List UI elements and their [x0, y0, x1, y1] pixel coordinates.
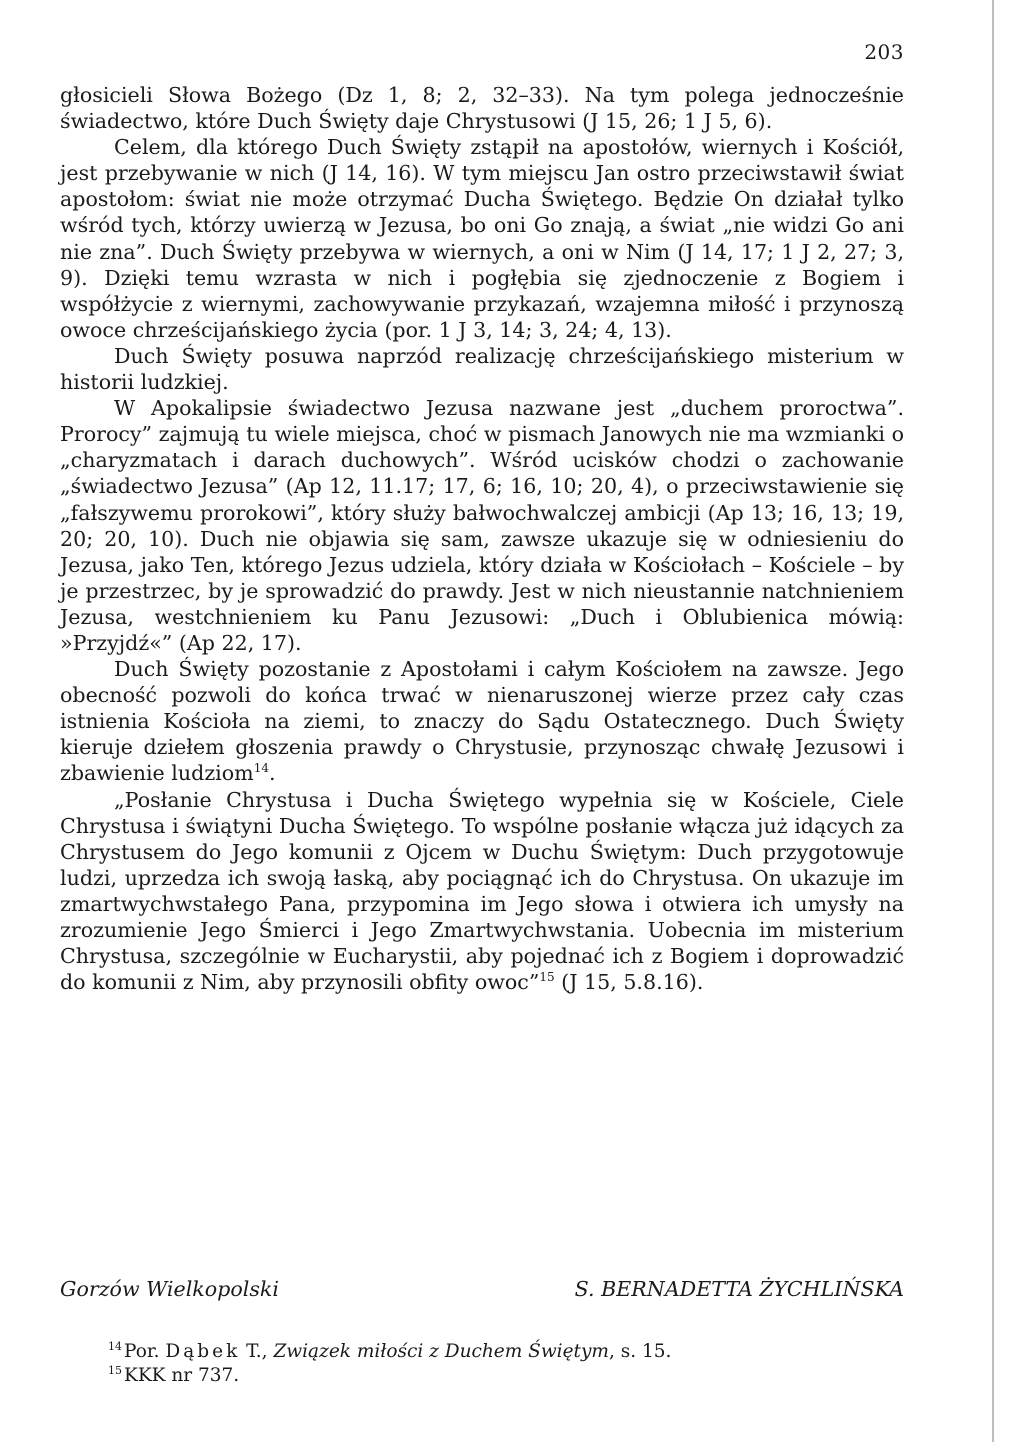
footnote-text: KKK nr 737.	[124, 1365, 240, 1386]
footnote-ref-14[interactable]: 14	[253, 761, 269, 776]
paragraph-5-text: Duch Święty pozostanie z Apostołami i całym Kościołem na zawsze. Jego obecność pozwoli do końca trwać w nienaruszonej wierze przez cały czas istnienia Kościoła na ziemi, to znaczy do Sądu Ostatecznego. Duch Święty kieruje dziełem głoszenia prawdy o Chrystusie, przynosząc chwałę Jezusowi i zbawienie ludziom	[60, 657, 904, 786]
paragraph-6	[60, 787, 904, 996]
footnotes	[108, 1340, 808, 1388]
paragraph-4: W Apokalipsie świadectwo Jezusa nazwane jest „duchem proroctwa”. Prorocy” zajmują tu wiele miejsca, choć w pismach Janowych nie ma wzmianki o „charyzmatach i darach duchowych”. Wśród ucisków chodzi o zachowanie „świadectwo Jezusa” (Ap 12, 11.17; 17, 6; 16, 10; 20, 4), o przeciwstawienie się „fałszywemu prorokowi”, który służy bałwochwalczej ambicji (Ap 13; 16, 13; 19, 20; 20, 10). Duch nie objawia się sam, zawsze ukazuje się w odniesieniu do Jezusa, jako Ten, którego Jezus udziela, który działa w Kościołach – Kościele – by je przestrzec, by je sprowadzić do prawdy. Jest w nich nieustannie natchnieniem Jezusa, westchnieniem ku Panu Jezusowi: „Duch i Oblubienica mówią: »Przyjdź«” (Ap 22, 17).	[60, 396, 904, 655]
footnote-author: Dąbek	[165, 1341, 241, 1362]
signature-place: Gorzów Wielkopolski	[60, 1277, 279, 1301]
article-body	[60, 82, 904, 995]
page-number: 203	[864, 40, 904, 64]
paragraph-6-text: „Posłanie Chrystusa i Ducha Świętego wypełnia się w Kościele, Ciele Chrystusa i świątyni Ducha Świętego. To wspólne posłanie włącza już idących za Chrystusem do Jego komunii z Ojcem w Duchu Świętym: Duch przygotowuje ludzi, uprzedza ich swoją łaską, aby pociągnąć ich do Chrystusa. On ukazuje im zmartwychwstałego Pana, przypomina im Jego słowa i otwiera ich umysły na zrozumienie Jego Śmierci i Jego Zmartwychwstania. Uobecnia im misterium Chrystusa, szczególnie w Eucharystii, aby pojednać ich z Bogiem i doprowadzić do komunii z Nim, aby przynosili obfity owoc”	[60, 787, 904, 995]
signature-author: S. BERNADETTA ŻYCHLIŃSKA	[574, 1277, 904, 1301]
paragraph-5-end: .	[268, 761, 276, 786]
footnote-15	[108, 1364, 808, 1388]
paragraph-1: głosicieli Słowa Bożego (Dz 1, 8; 2, 32–33). Na tym polega jednocześnie świadectwo, które Duch Święty daje Chrystusowi (J 15, 26; 1 J 5, 6).	[60, 83, 904, 134]
footnote-suffix: , s. 15.	[608, 1341, 672, 1362]
footnote-number: 14	[108, 1339, 122, 1353]
footnote-number: 15	[108, 1363, 122, 1377]
footnote-author-rest: T.,	[240, 1341, 274, 1362]
footnote-prefix: Por.	[124, 1341, 166, 1362]
signature-line	[60, 1277, 904, 1301]
paragraph-2: Celem, dla którego Duch Święty zstąpił na apostołów, wiernych i Kościół, jest przebywanie w nich (J 14, 16). W tym miejscu Jan ostro przeciwstawił świat apostołom: świat nie może otrzymać Ducha Świętego. Będzie On działał tylko wśród tych, którzy uwierzą w Jezusa, bo oni Go znają, a świat „nie widzi Go ani nie zna”. Duch Święty przebywa w wiernych, a oni w Nim (J 14, 17; 1 J 2, 27; 3, 9). Dzięki temu wzrasta w nich i pogłębia się zjednoczenie z Bogiem i współżycie z wiernymi, zachowywanie przykazań, wzajemna miłość i przynoszą owoce chrześcijańskiego życia (por. 1 J 3, 14; 3, 24; 4, 13).	[60, 135, 904, 342]
paragraph-5	[60, 656, 904, 786]
footnote-ref-15[interactable]: 15	[539, 970, 555, 985]
footnote-14	[108, 1340, 808, 1364]
paragraph-6-end: (J 15, 5.8.16).	[554, 970, 704, 995]
page-edge-line	[992, 0, 994, 1442]
paragraph-3: Duch Święty posuwa naprzód realizację chrześcijańskiego misterium w historii ludzkiej.	[60, 343, 904, 395]
footnote-title: Związek miłości z Duchem Świętym	[273, 1341, 609, 1362]
